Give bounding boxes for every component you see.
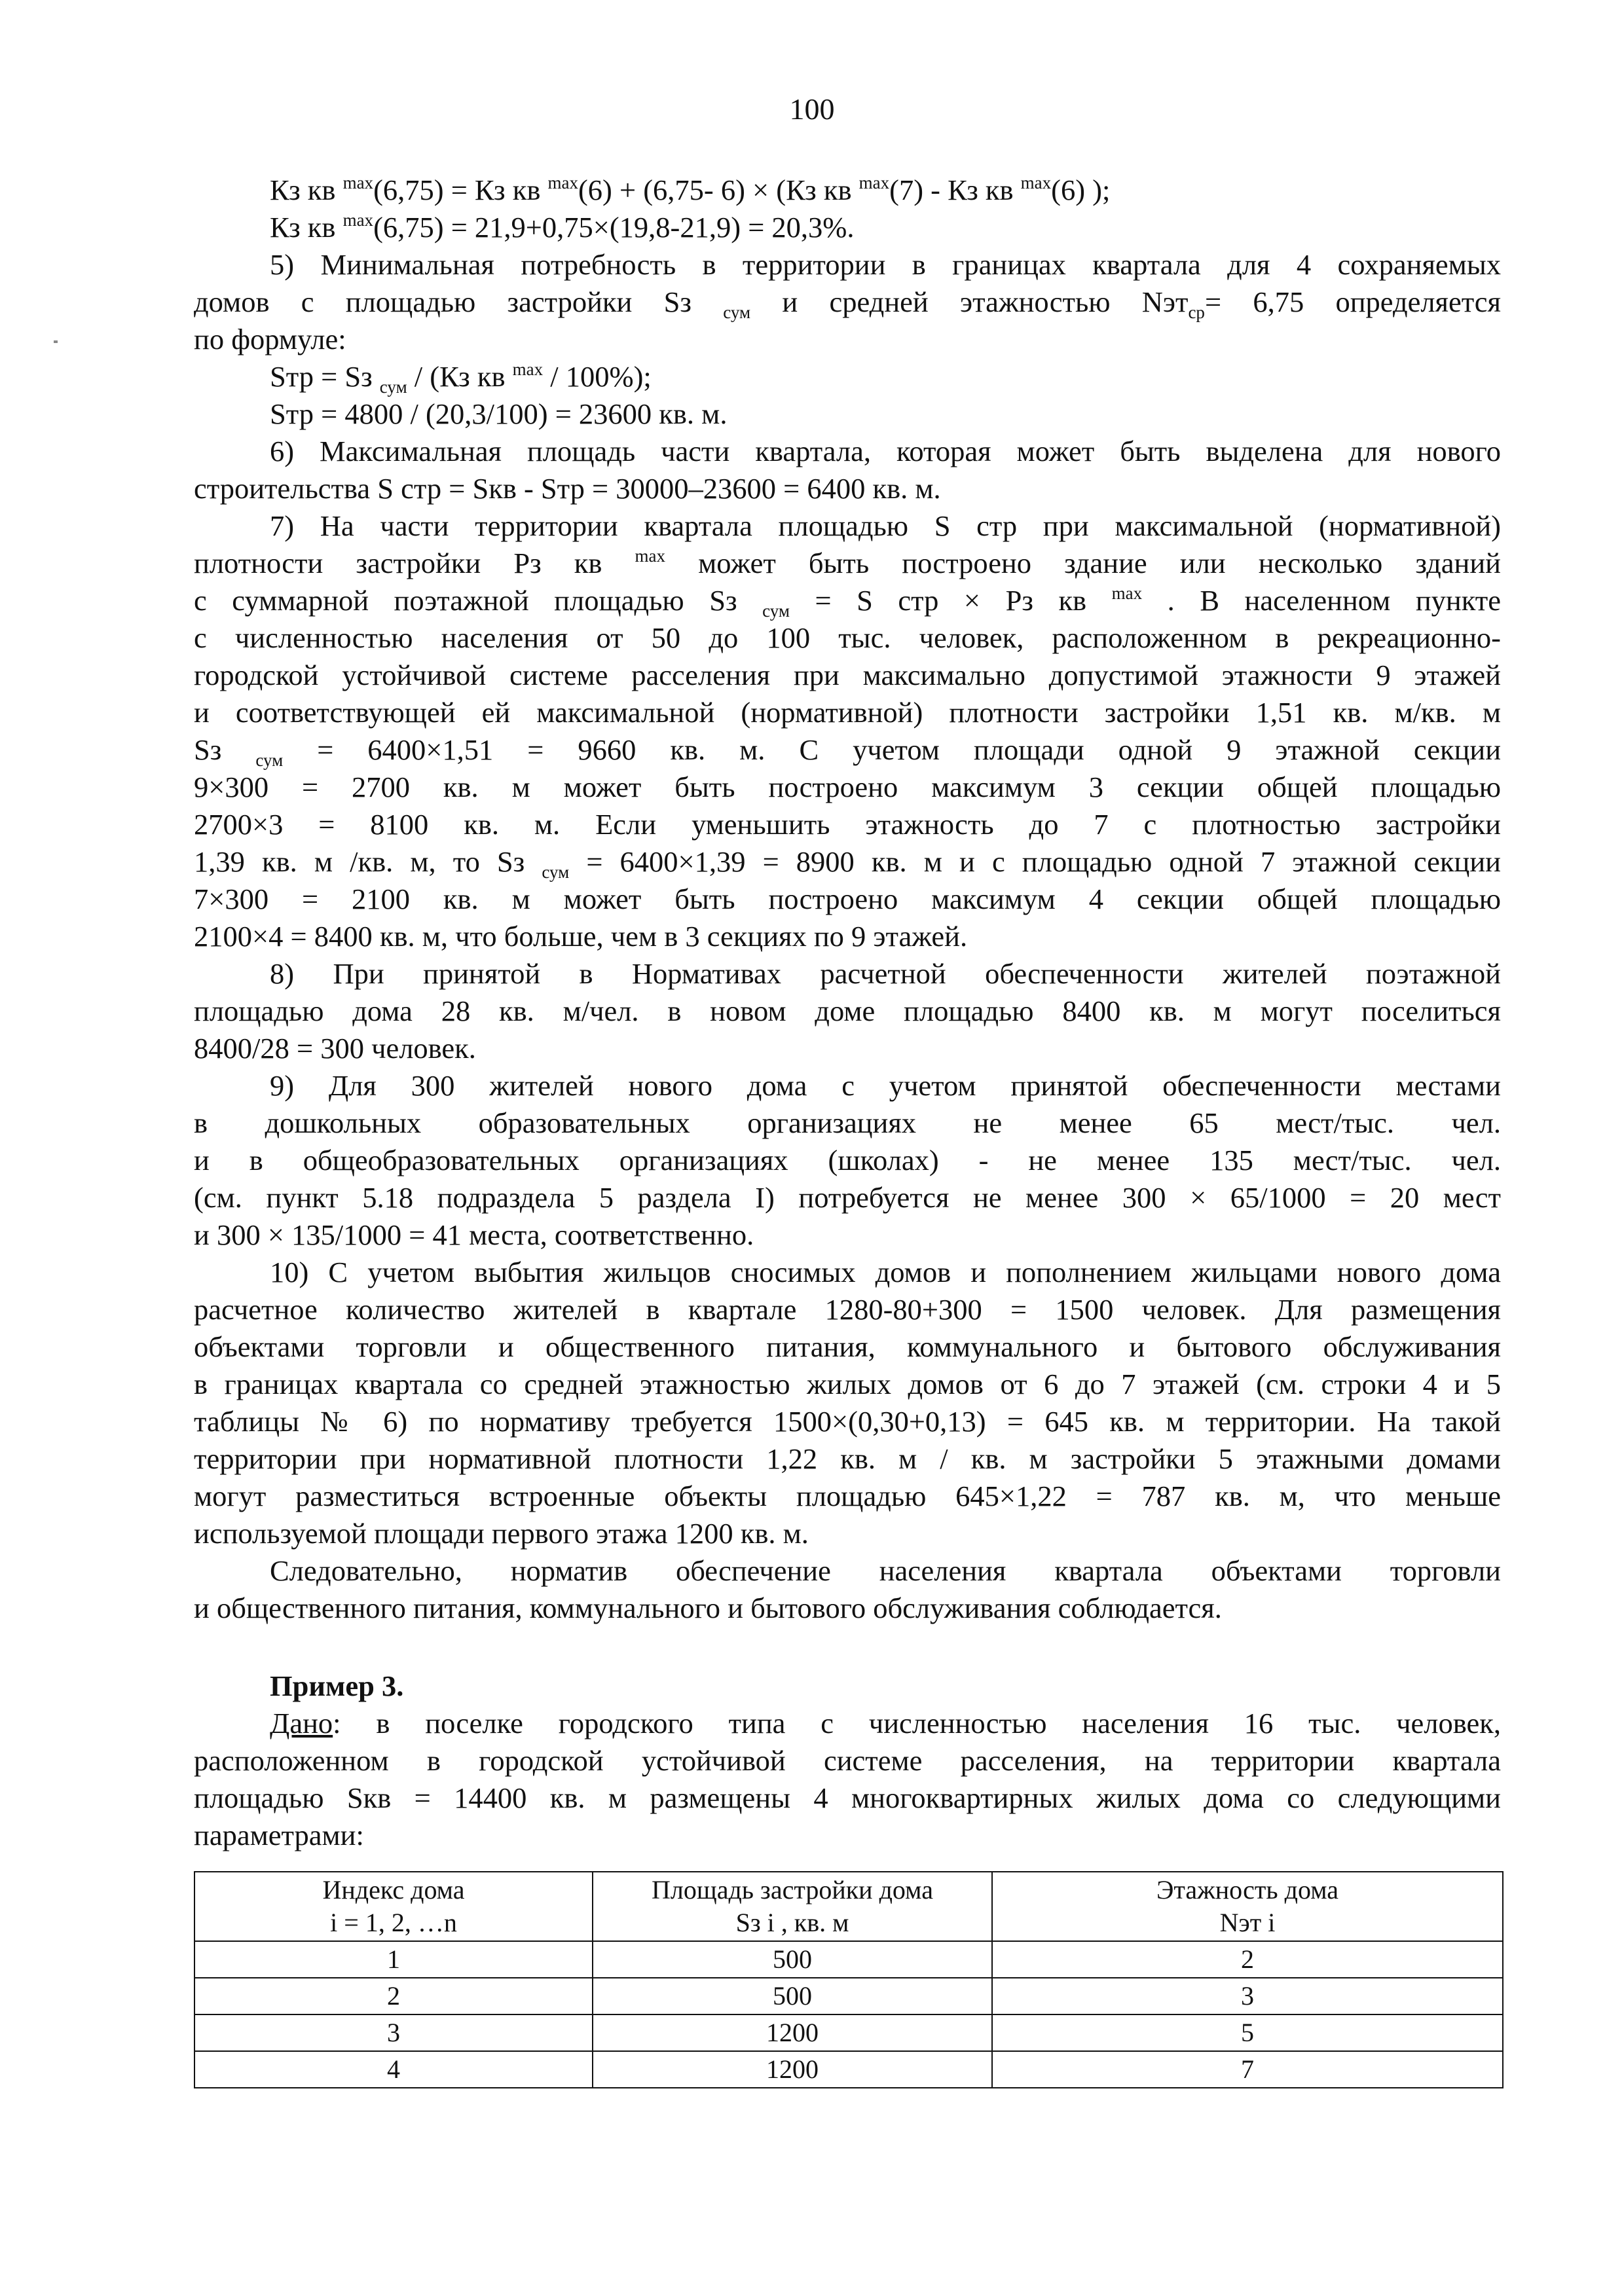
p5-line: домов с площадью застройки Sз $_{сум}$ и средней этажностью Nэт$_{ср}$= 6,75 определяется [194,285,1501,322]
p7-line: 7×300 = 2100 кв. м может быть построено максимум 4 секции общей площадью [194,883,1501,915]
header-index: Индекс дома i = 1, 2, …n [194,1872,593,1941]
p7-line: и соответствующей ей максимальной (нормативной) плотности застройки 1,51 кв. м/кв. м [194,696,1501,729]
table-row [194,1941,1503,1978]
cell-floors: 3 [992,1978,1503,2014]
example-3-line: расположенном в городской устойчивой системе расселения, на территории квартала [194,1744,1501,1777]
p9-line: и 300 × 135/1000 = 41 места, соответственно. [194,1218,754,1251]
given-label: Дано [270,1707,333,1740]
p10-line: территории при нормативной плотности 1,22 кв. м / кв. м застройки 5 этажными домами [194,1442,1501,1475]
p9-line: (см. пункт 5.18 подраздела 5 раздела I) потребуется не менее 300 × 65/1000 = 20 мест [194,1181,1501,1214]
cell-index: 1 [194,1941,593,1978]
cell-area: 1200 [593,2051,992,2088]
scan-mark [54,340,58,343]
conclusion-line: Следовательно, норматив обеспечение населения квартала объектами торговли [270,1554,1501,1587]
p10-line: объектами торговли и общественного питания, коммунального и бытового обслуживания [194,1330,1501,1363]
cell-area: 500 [593,1941,992,1978]
p7-line: 7) На части территории квартала площадью S стр при максимальной (нормативной) [270,509,1501,542]
conclusion-line: и общественного питания, коммунального и бытового обслуживания соблюдается. [194,1592,1222,1624]
p7-line: с численностью населения от 50 до 100 тыс. человек, расположенном в рекреационно- [194,621,1501,654]
example-3-line: параметрами: [194,1819,364,1851]
header-area: Площадь застройки дома Sз i , кв. м [593,1872,992,1941]
cell-area: 1200 [593,2014,992,2051]
table-row [194,2051,1503,2088]
houses-table [194,1871,1504,2088]
header-floors: Этажность дома Nэт i [992,1872,1503,1941]
cell-index: 4 [194,2051,593,2088]
table-header-row [194,1872,1503,1941]
example-3-title: Пример 3. [270,1669,404,1702]
page-body [194,172,1501,1854]
p6-line: 6) Максимальная площадь части квартала, которая может быть выделена для нового [270,435,1501,467]
table-row [194,2014,1503,2051]
example-3-line: Дано: в поселке городского типа с численностью населения 16 тыс. человек, [270,1707,1501,1740]
p10-line: используемой площади первого этажа 1200 кв. м. [194,1517,809,1550]
cell-floors: 5 [992,2014,1503,2051]
p10-line: расчетное количество жителей в квартале 1280-80+300 = 1500 человек. Для размещения [194,1293,1501,1326]
p8-line: 8) При принятой в Нормативах расчетной обеспеченности жителей поэтажной [270,957,1501,990]
p7-line: 2700×3 = 8100 кв. м. Если уменьшить этажность до 7 с плотностью застройки [194,808,1501,841]
cell-floors: 2 [992,1941,1503,1978]
p5-formula: Sтр = Sз $_{сум}$ / (Кз кв $^{max}$ / 100%); [270,359,652,397]
p10-line: 10) С учетом выбытия жильцов сносимых домов и пополнением жильцами нового дома [270,1256,1501,1288]
p5-formula: Sтр = 4800 / (20,3/100) = 23600 кв. м. [270,397,728,430]
p9-line: в дошкольных образовательных организациях не менее 65 мест/тыс. чел. [194,1106,1501,1139]
cell-index: 2 [194,1978,593,2014]
p7-line: городской устойчивой системе расселения при максимально допустимой этажности 9 этажей [194,659,1501,691]
p7-line: Sз $_{сум}$ = 6400×1,51 = 9660 кв. м. С учетом площади одной 9 этажной секции [194,733,1502,770]
p9-line: 9) Для 300 жителей нового дома с учетом принятой обеспеченности местами [270,1069,1501,1102]
cell-area: 500 [593,1978,992,2014]
p5-line: по формуле: [194,323,346,355]
p7-line: плотности застройки Рз кв $^{max}$ может быть построено здание или несколько зданий [194,546,1501,579]
p8-line: 8400/28 = 300 человек. [194,1032,476,1065]
p7-line: 2100×4 = 8400 кв. м, что больше, чем в 3 секциях по 9 этажей. [194,920,968,953]
p6-line: строительства S стр = Sкв - Sтр = 30000–23600 = 6400 кв. м. [194,472,941,505]
formula-line-2: Кз кв $^{max}$(6,75) = 21,9+0,75×(19,8-21,9) = 20,3%. [270,210,855,244]
p10-line: таблицы № 6) по нормативу требуется 1500×(0,30+0,13) = 645 кв. м территории. На такой [194,1405,1501,1438]
example-3-line: площадью Sкв = 14400 кв. м размещены 4 многоквартирных жилых дома со следующими [194,1781,1501,1814]
cell-floors: 7 [992,2051,1503,2088]
p9-line: и в общеобразовательных организациях (школах) - не менее 135 мест/тыс. чел. [194,1144,1501,1176]
p7-line: с суммарной поэтажной площадью Sз $_{сум}$ = S стр × Рз кв $^{max}$ . В населенном пункте [194,583,1501,621]
p10-line: в границах квартала со средней этажностью жилых домов от 6 до 7 этажей (см. строки 4 и 5 [194,1368,1501,1400]
p7-line: 9×300 = 2700 кв. м может быть построено максимум 3 секции общей площадью [194,771,1501,803]
p5-line: 5) Минимальная потребность в территории в границах квартала для 4 сохраняемых [270,248,1501,281]
p8-line: площадью дома 28 кв. м/чел. в новом доме площадью 8400 кв. м могут поселиться [194,994,1501,1027]
formula-line-1: Кз кв $^{max}$(6,75) = Кз кв $^{max}$(6) + (6,75- 6) × (Кз кв $^{max}$(7) - Кз кв $^{max}$(6) ); [270,173,1111,206]
p7-line: 1,39 кв. м /кв. м, то Sз $_{сум}$ = 6400×1,39 = 8900 кв. м и с площадью одной 7 этажной секции [194,845,1501,882]
table-row [194,1978,1503,2014]
page-number: 100 [789,92,835,126]
cell-index: 3 [194,2014,593,2051]
p10-line: могут разместиться встроенные объекты площадью 645×1,22 = 787 кв. м, что меньше [194,1480,1501,1512]
spacer [194,1627,1501,1667]
